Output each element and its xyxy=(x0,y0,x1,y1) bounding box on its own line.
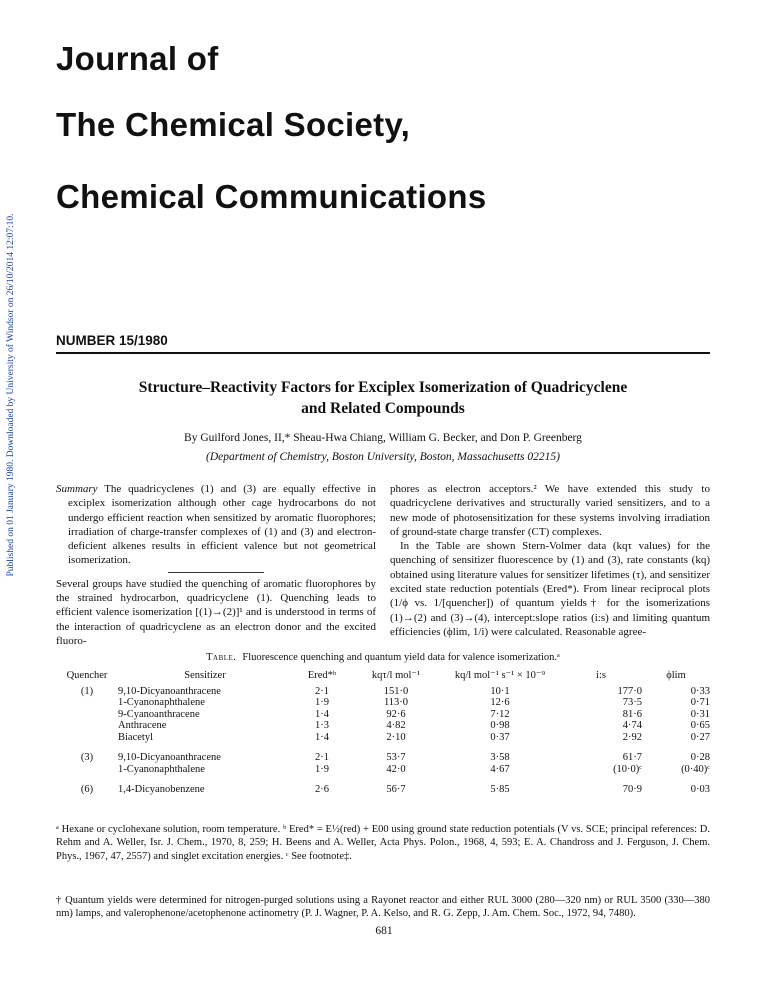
journal-title-line2: The Chemical Society, xyxy=(56,106,411,143)
journal-title-line3: Chemical Communications xyxy=(56,178,487,215)
cell-kqtau: 113·0 xyxy=(383,697,409,708)
body-paragraph-1: Several groups have studied the quenching of aromatic fluorophores by the strained hydrocarbon, quadricyclene (1). Quenching leads to efficient valence isomerization [(1)→(2)]¹ and is understood in terms of the interaction of quadricyclene as an electron donor and the excited fluoro- xyxy=(56,577,376,647)
cell-philim: (0·40)ᶜ xyxy=(681,763,710,775)
table-footnotes: ᵃ Hexane or cyclohexane solution, room temperature. ᵇ Ered* = E½(red) + E00 using ground state reduction potentials (V vs. SCE; principal references: D. Rehm and A. Weller, Isr. J. Chem., 1970, 8, 259; H. Beens and A. Weller, Acta Phys. Polon., 1968, 4, 593; E. A. Chandross and J. Ferguson, J. Chem. Phys., 1967, 47, 2557) and singlet excitation energies. ᶜ See footnote‡. xyxy=(56,823,710,862)
table-row xyxy=(56,752,710,764)
header-quencher: Quencher xyxy=(66,670,108,681)
cell-quencher xyxy=(56,697,118,709)
cell-is: 61·7 xyxy=(622,752,642,763)
download-sidebar xyxy=(0,160,18,640)
cell-kqtau: 4·82 xyxy=(386,720,406,731)
page-number: 681 xyxy=(375,925,393,937)
cell-sensitizer: 1-Cyanonaphthalene xyxy=(118,763,205,775)
header-philim: ϕlim xyxy=(666,670,686,681)
article-authors: By Guilford Jones, II,* Sheau-Hwa Chiang, William G. Becker, and Don P. Greenberg xyxy=(184,432,582,444)
cell-kqtau: 56·7 xyxy=(386,784,406,795)
table-row xyxy=(56,709,710,721)
table-row xyxy=(56,686,710,698)
summary-text: The quadricyclenes (1) and (3) are equally effective in exciplex isomerization although other cage hydrocarbons do not undergo efficient reaction when sensitized by aromatic fluorophores; irradiation of charge-transfer complexes of (1) and (3) and electron-deficient alkenes results in efficient valence but not geometrical isomerization. xyxy=(68,483,376,567)
data-table xyxy=(56,670,710,796)
cell-sensitizer: 1,4-Dicyanobenzene xyxy=(118,784,205,795)
cell-kq: 3·58 xyxy=(490,752,510,763)
summary-rule xyxy=(168,572,264,573)
cell-sensitizer: 1-Cyanonaphthalene xyxy=(118,697,205,708)
cell-kqtau: 53·7 xyxy=(386,752,406,763)
cell-kqtau: 151·0 xyxy=(383,685,409,697)
cell-kq: 0·98 xyxy=(490,720,510,731)
cell-sensitizer: 9-Cyanoanthracene xyxy=(118,708,200,720)
body-paragraph-3: In the Table are shown Stern-Volmer data (kqτ values) for the quenching of sensitizer fluorescence by (1) and (3), rate constants (kq) obtained using literature values for sensitizer lifetimes (τ), and sensitizer excited state reduction potentials (Ered*). From linear reciprocal plots (1/ϕ vs. 1/[quencher]) of quantum yields† for the isomerizations (1)→(2) and (3)→(4), intercept:slope ratios (i:s) and limiting quantum efficiencies (ϕlim, 1/i) were calculated. Reasonable agree- xyxy=(390,540,710,638)
cell-sensitizer: Biacetyl xyxy=(118,731,153,743)
table-caption-text: Fluorescence quenching and quantum yield data for valence isomerization.ᵃ xyxy=(242,652,560,663)
cell-sensitizer: 9,10-Dicyanoanthracene xyxy=(118,752,221,763)
cell-is: 4·74 xyxy=(622,720,642,731)
cell-is: 81·6 xyxy=(622,708,642,720)
cell-quencher xyxy=(56,720,118,732)
table-row xyxy=(56,784,710,796)
cell-sensitizer: 9,10-Dicyanoanthracene xyxy=(118,685,221,697)
cell-quencher xyxy=(56,709,118,721)
article-title xyxy=(56,377,710,419)
cell-ered: 1·3 xyxy=(315,720,329,731)
issue-number: NUMBER 15/1980 xyxy=(56,333,168,348)
cell-kq: 4·67 xyxy=(490,763,510,775)
article-title-line1: Structure–Reactivity Factors for Exciplex Isomerization of Quadricyclene xyxy=(138,379,628,396)
cell-philim: 0·65 xyxy=(690,720,710,731)
header-ered: Ered*ᵇ xyxy=(307,670,337,681)
cell-kqtau: 92·6 xyxy=(386,708,406,720)
header-rule xyxy=(56,352,710,354)
cell-philim: 0·28 xyxy=(690,752,710,763)
body-paragraph-2: phores as electron acceptors.² We have extended this study to quadricyclene derivatives and structurally varied sensitizers, and to a new mode of photosensitization for these systems involving irradiation of ground-state charge transfer (CT) complexes. xyxy=(390,483,710,538)
left-column xyxy=(56,482,376,648)
table-row xyxy=(56,732,710,744)
cell-ered: 2·1 xyxy=(315,752,329,763)
cell-quencher: (1) xyxy=(80,685,94,697)
table-caption xyxy=(56,652,710,663)
cell-is: 70·9 xyxy=(622,784,642,795)
cell-quencher xyxy=(56,732,118,744)
dagger-footnote: † Quantum yields were determined for nitrogen-purged solutions using a Rayonet reactor and either RUL 3000 (280—320 nm) or RUL 3500 (330—380 nm) lamps, and valerophenone/acetophenone actinometry (P. J. Wagner, P. A. Kelso, and R. G. Zepp, J. Am. Chem. Soc., 1972, 94, 7480). xyxy=(56,894,710,919)
cell-philim: 0·33 xyxy=(690,685,710,697)
cell-ered: 2·1 xyxy=(315,685,329,697)
cell-ered: 1·4 xyxy=(315,708,329,720)
cell-philim: 0·71 xyxy=(690,697,710,708)
cell-kq: 0·37 xyxy=(490,731,510,743)
cell-philim: 0·31 xyxy=(690,708,710,720)
cell-quencher xyxy=(56,764,118,776)
table-label: Table. xyxy=(206,652,237,663)
table-row xyxy=(56,764,710,776)
header-kqtau: kqτ/l mol⁻¹ xyxy=(371,670,421,681)
cell-kq: 10·1 xyxy=(490,685,510,697)
cell-ered: 1·4 xyxy=(315,731,329,743)
cell-kqtau: 42·0 xyxy=(386,763,406,775)
cell-quencher: (6) xyxy=(80,784,94,795)
table-row xyxy=(56,720,710,732)
header-is: i:s xyxy=(596,670,606,681)
cell-is: (10·0)ᶜ xyxy=(613,763,642,775)
cell-sensitizer: Anthracene xyxy=(118,720,167,731)
table-spacer xyxy=(56,743,710,752)
right-column xyxy=(390,482,710,639)
table-row xyxy=(56,697,710,709)
header-sensitizer: Sensitizer xyxy=(184,670,226,681)
cell-ered: 1·9 xyxy=(315,763,329,775)
cell-is: 2·92 xyxy=(622,731,642,743)
cell-quencher: (3) xyxy=(80,752,94,763)
cell-ered: 1·9 xyxy=(315,697,329,708)
cell-kqtau: 2·10 xyxy=(386,731,406,743)
cell-philim: 0·27 xyxy=(690,731,710,743)
table-spacer xyxy=(56,775,710,784)
cell-kq: 12·6 xyxy=(490,697,510,708)
summary-label: Summary xyxy=(56,483,98,495)
journal-title-line1: Journal of xyxy=(56,40,219,77)
cell-is: 73·5 xyxy=(622,697,642,708)
cell-ered: 2·6 xyxy=(315,784,329,795)
download-note: Published on 01 January 1980. Downloaded by University of Windsor on 26/10/2014 12:07:10. xyxy=(6,213,16,577)
header-kq: kq/l mol⁻¹ s⁻¹ × 10⁻⁹ xyxy=(454,670,546,681)
cell-philim: 0·03 xyxy=(690,784,710,795)
article-title-line2: and Related Compounds xyxy=(301,400,465,417)
summary xyxy=(56,482,376,568)
cell-kq: 7·12 xyxy=(490,708,510,720)
article-affiliation: (Department of Chemistry, Boston University, Boston, Massachusetts 02215) xyxy=(206,451,560,463)
table-header-row xyxy=(56,670,710,686)
cell-is: 177·0 xyxy=(617,685,642,697)
cell-kq: 5·85 xyxy=(490,784,510,795)
